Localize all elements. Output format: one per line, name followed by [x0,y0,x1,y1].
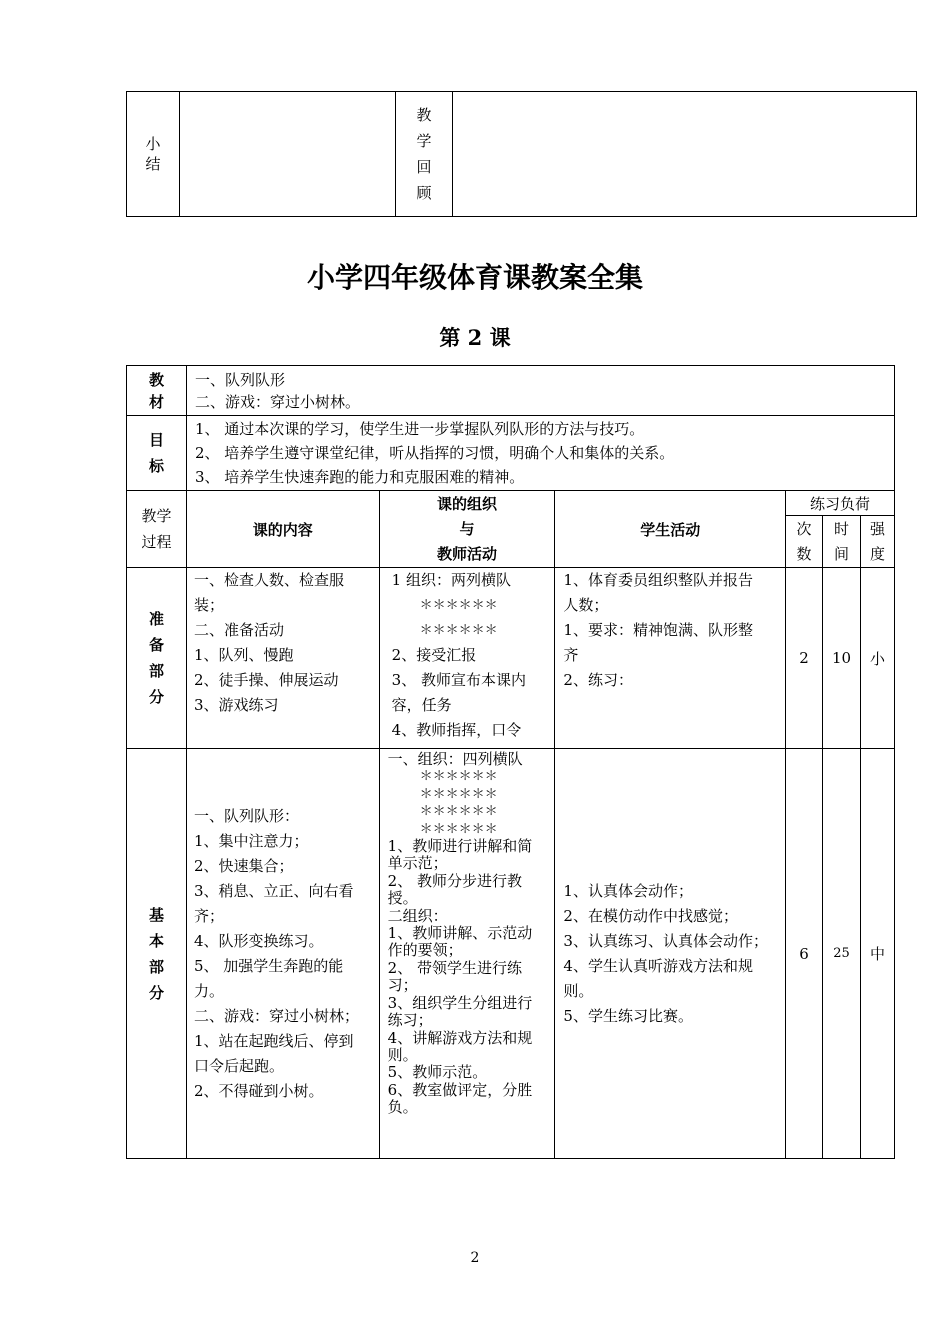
basic-org-line: 练习； [387,1011,433,1030]
basic-org-line: 习； [387,976,418,995]
goals-cell [186,416,894,491]
basic-org-line: 2、 带领学生进行练 [387,958,522,977]
prep-org-line: 容，任务 [391,696,452,714]
basic-org-line: 5、教师示范。 [387,1063,488,1082]
summary-label: 小结 [145,135,161,173]
basic-content-line: 齐； [193,906,224,925]
goal-item: 1、 通过本次课的学习，使学生进一步掌握队列队形的方法与技巧。 [194,420,645,438]
basic-org-line: 3、组织学生分组进行 [387,993,533,1012]
prep-org-cell [379,568,555,749]
prep-count: 2 [786,568,823,749]
header-load: 练习负荷 [786,491,895,516]
basic-content-line: 力。 [193,981,224,1000]
prep-org-line: 1 组织：两列横队 [391,571,511,589]
prep-content-line: 2、徒手操、伸展运动 [193,671,339,689]
prep-content-cell [186,568,379,749]
basic-student-line: 则。 [563,981,594,1000]
prep-student-line: 人数； [563,596,609,614]
header-time [823,516,861,568]
header-process [127,491,187,568]
basic-org-formation: ＊＊＊＊＊＊ [419,769,498,785]
header-process-label: 教学过程 [141,507,172,551]
materials-item: 二、游戏：穿过小树林。 [194,392,360,411]
basic-org-line: 二组织： [387,906,448,925]
basic-content-line: 1、站在起跑线后、停到 [193,1031,354,1050]
basic-label: 基本部分 [148,905,164,1002]
basic-org-line: 4、讲解游戏方法和规 [387,1028,533,1047]
prep-student-line: 1、要求：精神饱满、队形整 [563,621,753,639]
prep-student-line: 齐 [563,646,579,664]
header-org-line: 教师活动 [437,544,498,563]
header-org-line: 与 [459,519,475,538]
materials-label: 教材 [148,370,164,411]
materials-item: 一、队列队形 [194,370,285,389]
summary-label-cell [127,92,180,217]
basic-org-line: 1、教师进行讲解和简 [387,837,533,856]
goal-item: 2、 培养学生遵守课堂纪律，听从指挥的习惯，明确个人和集体的关系。 [194,444,675,462]
basic-org-line: 作的要领； [387,941,463,960]
basic-student-line: 4、学生认真听游戏方法和规 [563,956,753,975]
prep-content-line: 一、检查人数、检查服 [193,571,344,589]
basic-content-cell [186,749,379,1159]
prep-org-line: 4、教师指挥，口令 [391,721,522,739]
prep-label-cell [127,568,187,749]
basic-student-line: 5、学生练习比赛。 [563,1006,693,1025]
materials-label-cell [127,366,187,416]
header-count [786,516,823,568]
prep-org-formation: ＊＊＊＊＊＊ [419,598,498,613]
lesson-number: 第 2 课 [439,325,511,350]
basic-content-line: 一、队列队形： [193,806,299,825]
basic-org-cell [379,749,555,1159]
basic-content-line: 二、游戏：穿过小树林； [193,1006,359,1025]
goal-item: 3、 培养学生快速奔跑的能力和克服困难的精神。 [194,468,525,486]
header-count-label: 次数 [796,519,812,563]
basic-student-cell [555,749,786,1159]
basic-org-line: 一、组织：四列横队 [387,750,523,768]
basic-student-line: 3、认真练习、认真体会动作； [563,931,768,950]
prep-intensity: 小 [860,568,894,749]
prep-content-line: 二、准备活动 [193,621,284,639]
review-content-cell [453,92,917,217]
basic-org-line: 授。 [387,889,418,908]
basic-content-line: 口令后起跑。 [193,1056,284,1075]
basic-org-line: 2、 教师分步进行教 [387,871,522,890]
summary-content-cell [180,92,396,217]
prep-time: 10 [823,568,861,749]
basic-org-line: 单示范； [387,854,448,873]
prep-content-line: 1、队列、慢跑 [193,646,294,664]
prep-student-line: 1、体育委员组织整队并报告 [563,571,753,589]
basic-intensity: 中 [860,749,894,1159]
summary-table [126,91,917,217]
header-time-label: 时间 [833,519,849,563]
prep-org-line: 3、 教师宣布本课内 [391,671,526,689]
basic-content-line: 3、稍息、立正、向右看 [193,881,354,900]
prep-content-line: 3、游戏练习 [193,696,279,714]
basic-student-line: 2、在模仿动作中找感觉； [563,906,738,925]
header-student: 学生活动 [555,491,786,568]
basic-org-line: 则。 [387,1045,418,1064]
basic-content-line: 5、 加强学生奔跑的能 [193,956,344,975]
header-org [379,491,555,568]
basic-org-formation: ＊＊＊＊＊＊ [419,821,498,837]
basic-org-line: 负。 [387,1098,418,1117]
basic-content-line: 4、队形变换练习。 [193,931,324,950]
prep-org-formation: ＊＊＊＊＊＊ [419,623,498,638]
basic-org-formation: ＊＊＊＊＊＊ [419,786,498,802]
header-content: 课的内容 [186,491,379,568]
header-org-line: 课的组织 [437,494,498,513]
basic-count: 6 [786,749,823,1159]
prep-content-line: 装； [193,596,224,614]
prep-label: 准备部分 [148,610,164,706]
prep-student-line: 2、练习： [563,671,633,689]
basic-content-line: 2、快速集合； [193,856,294,875]
header-intensity [860,516,894,568]
prep-org-line: 2、接受汇报 [391,646,477,664]
goals-label: 目标 [148,431,164,475]
page-number: 2 [470,1250,480,1266]
basic-label-cell [127,749,187,1159]
basic-student-line: 1、认真体会动作； [563,881,693,900]
basic-org-line: 6、教室做评定，分胜 [387,1080,533,1099]
materials-cell [186,366,894,416]
review-label-cell [396,92,453,217]
basic-content-line: 2、不得碰到小树。 [193,1081,324,1100]
page-title: 小学四年级体育课教案全集 [306,261,643,294]
review-label: 教学回顾 [416,106,432,202]
lesson-plan-table [126,365,895,1159]
basic-content-line: 1、集中注意力； [193,831,309,850]
basic-time: 25 [823,749,861,1159]
prep-student-cell [555,568,786,749]
basic-org-line: 1、教师讲解、示范动 [387,924,533,943]
goals-label-cell [127,416,187,491]
header-intensity-label: 强度 [869,519,885,563]
basic-org-formation: ＊＊＊＊＊＊ [419,804,498,820]
